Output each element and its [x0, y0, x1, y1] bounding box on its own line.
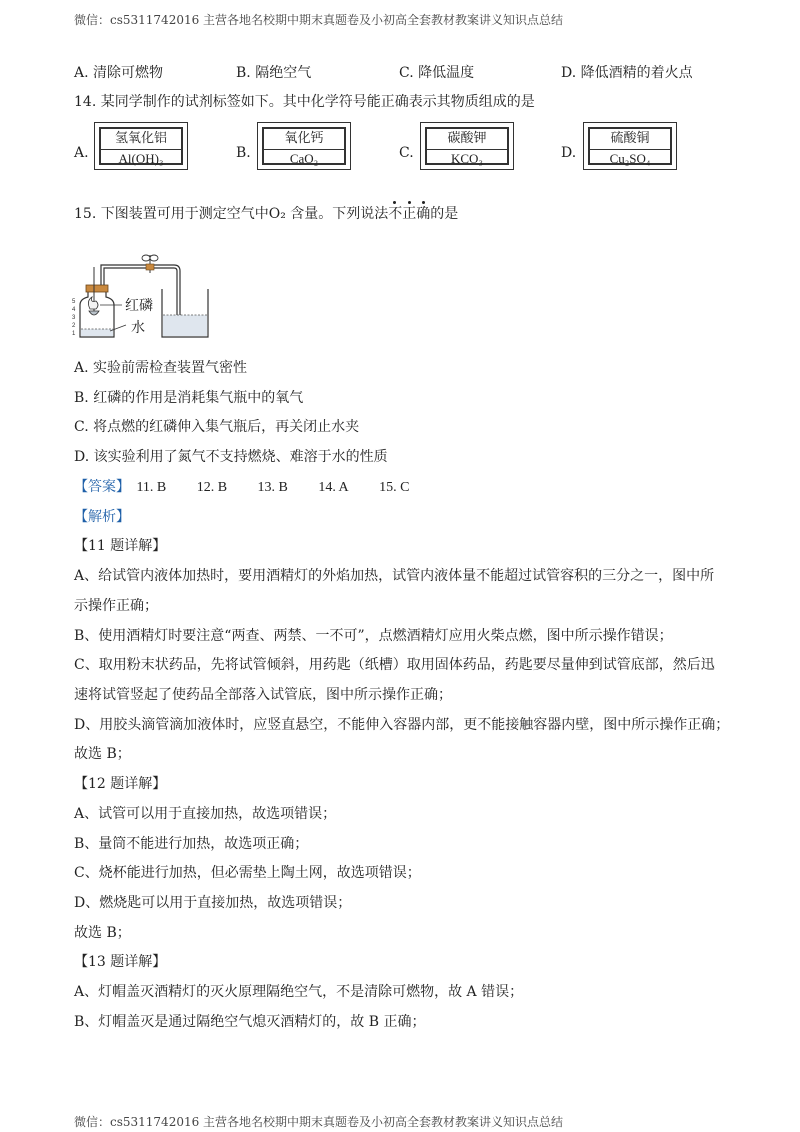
q12-detail-line: 故选 B； [74, 925, 131, 941]
q11-detail-line: 故选 B； [74, 746, 131, 762]
q15-stem-before: 15. 下图装置可用于测定空气中O₂ 含量。下列说法 [74, 206, 389, 222]
q11-detail-title: 【11 题详解】 [74, 538, 167, 554]
burning-phosphorus [88, 297, 98, 309]
q15-stem-after: 的是 [430, 206, 459, 222]
figure-label-water: 水 [131, 320, 145, 336]
label-name: 氧化钙 [264, 129, 344, 150]
svg-text:2: 2 [72, 323, 76, 329]
q13-option-d: D. 降低酒精的着火点 [561, 65, 693, 81]
q11-detail-line: B、使用酒精灯时要注意“两查、两禁、一不可”，点燃酒精灯应用火柴点燃，图中所示操作错误； [74, 628, 673, 644]
answer-line [74, 477, 409, 498]
q11-detail-line: D、用胶头滴管滴加液体时，应竖直悬空，不能伸入容器内部，更不能接触容器内壁，图中所示操作正确； [74, 717, 730, 733]
rubber-stopper [86, 285, 108, 292]
q15-option-a: A. 实验前需检查装置气密性 [74, 360, 248, 376]
q13-detail-line: A、灯帽盖灭酒精灯的灭火原理隔绝空气，不是清除可燃物，故 A 错误； [74, 984, 524, 1000]
answer-item: 13. B [257, 480, 288, 495]
analysis-tag: 【解析】 [74, 509, 130, 525]
q14-label-b-letter: B. [236, 145, 251, 161]
q12-detail-line: A、试管可以用于直接加热，故选项错误； [74, 806, 337, 822]
q14-label-c [420, 122, 514, 170]
q12-detail-line: C、烧杯能进行加热，但必需垫上陶土网，故选项错误； [74, 865, 421, 881]
bottle-scale [72, 299, 76, 337]
q14-label-d-letter: D. [561, 145, 577, 161]
label-formula: KCO₃ [451, 151, 483, 166]
figure-label-phosphorus: 红磷 [125, 298, 153, 314]
q11-detail-line: A、给试管内液体加热时，要用酒精灯的外焰加热，试管内液体量不能超过试管容积的三分之一，图中所 [74, 568, 715, 584]
label-name: 碳酸钾 [427, 129, 507, 150]
water-clamp-icon [142, 255, 158, 273]
q13-option-a: A. 清除可燃物 [74, 65, 164, 81]
bottle-water [81, 329, 113, 336]
q14-label-d [583, 122, 677, 170]
svg-text:4: 4 [72, 307, 76, 313]
q15-option-b: B. 红磷的作用是消耗集气瓶中的氧气 [74, 390, 304, 406]
label-formula: CaO₂ [289, 151, 319, 166]
q15-stem-emphasis: 不正确 [388, 206, 430, 222]
q13-option-c: C. 降低温度 [399, 65, 475, 81]
answer-item: 12. B [196, 480, 228, 495]
label-name: 氢氧化铝 [101, 129, 181, 150]
q13-detail-title: 【13 题详解】 [74, 954, 167, 970]
q11-detail-line: C、取用粉末状药品，先将试管倾斜，用药匙（纸槽）取用固体药品，药匙要尽量伸到试管底部，然后迅 [74, 657, 715, 673]
label-name: 硫酸铜 [590, 129, 670, 150]
q15-option-d: D. 该实验利用了氮气不支持燃烧、难溶于水的性质 [74, 449, 388, 465]
answer-tag: 【答案】 [74, 479, 130, 495]
answer-item: 14. A [318, 480, 349, 495]
q12-detail-line: D、燃烧匙可以用于直接加热，故选项错误； [74, 895, 352, 911]
answer-item: 15. C [379, 480, 410, 495]
beaker-water [163, 315, 207, 336]
q14-label-a-letter: A. [74, 145, 89, 161]
q14-label-a [94, 122, 188, 170]
answer-item: 11. B [136, 480, 167, 495]
q15-option-c: C. 将点燃的红磷伸入集气瓶后，再关闭止水夹 [74, 419, 360, 435]
label-formula: Al(OH)₃ [118, 151, 164, 166]
label-formula: Cu₂SO₄ [609, 151, 651, 166]
q12-detail-title: 【12 题详解】 [74, 776, 167, 792]
q12-detail-line: B、量筒不能进行加热，故选项正确； [74, 836, 309, 852]
q11-detail-line: 速将试管竖起了使药品全部落入试管底，图中所示操作正确； [74, 687, 452, 703]
svg-text:3: 3 [72, 315, 76, 321]
page-header: 微信：cs5311742016 主营各地名校期中期末真题卷及小初高全套教材教案讲义知识点总结 [74, 13, 564, 27]
q15-stem [74, 204, 458, 224]
q13-option-b: B. 隔绝空气 [236, 65, 312, 81]
page-footer: 微信：cs5311742016 主营各地名校期中期末真题卷及小初高全套教材教案讲义知识点总结 [74, 1115, 564, 1129]
svg-text:1: 1 [72, 331, 76, 337]
q14-label-b [257, 122, 351, 170]
svg-text:5: 5 [72, 299, 76, 305]
q14-stem: 14. 某同学制作的试剂标签如下。其中化学符号能正确表示其物质组成的是 [74, 94, 535, 110]
combustion-spoon [89, 311, 99, 315]
q13-detail-line: B、灯帽盖灭是通过隔绝空气熄灭酒精灯的，故 B 正确； [74, 1014, 426, 1030]
q14-label-c-letter: C. [399, 145, 414, 161]
q11-detail-line: 示操作正确； [74, 598, 158, 614]
